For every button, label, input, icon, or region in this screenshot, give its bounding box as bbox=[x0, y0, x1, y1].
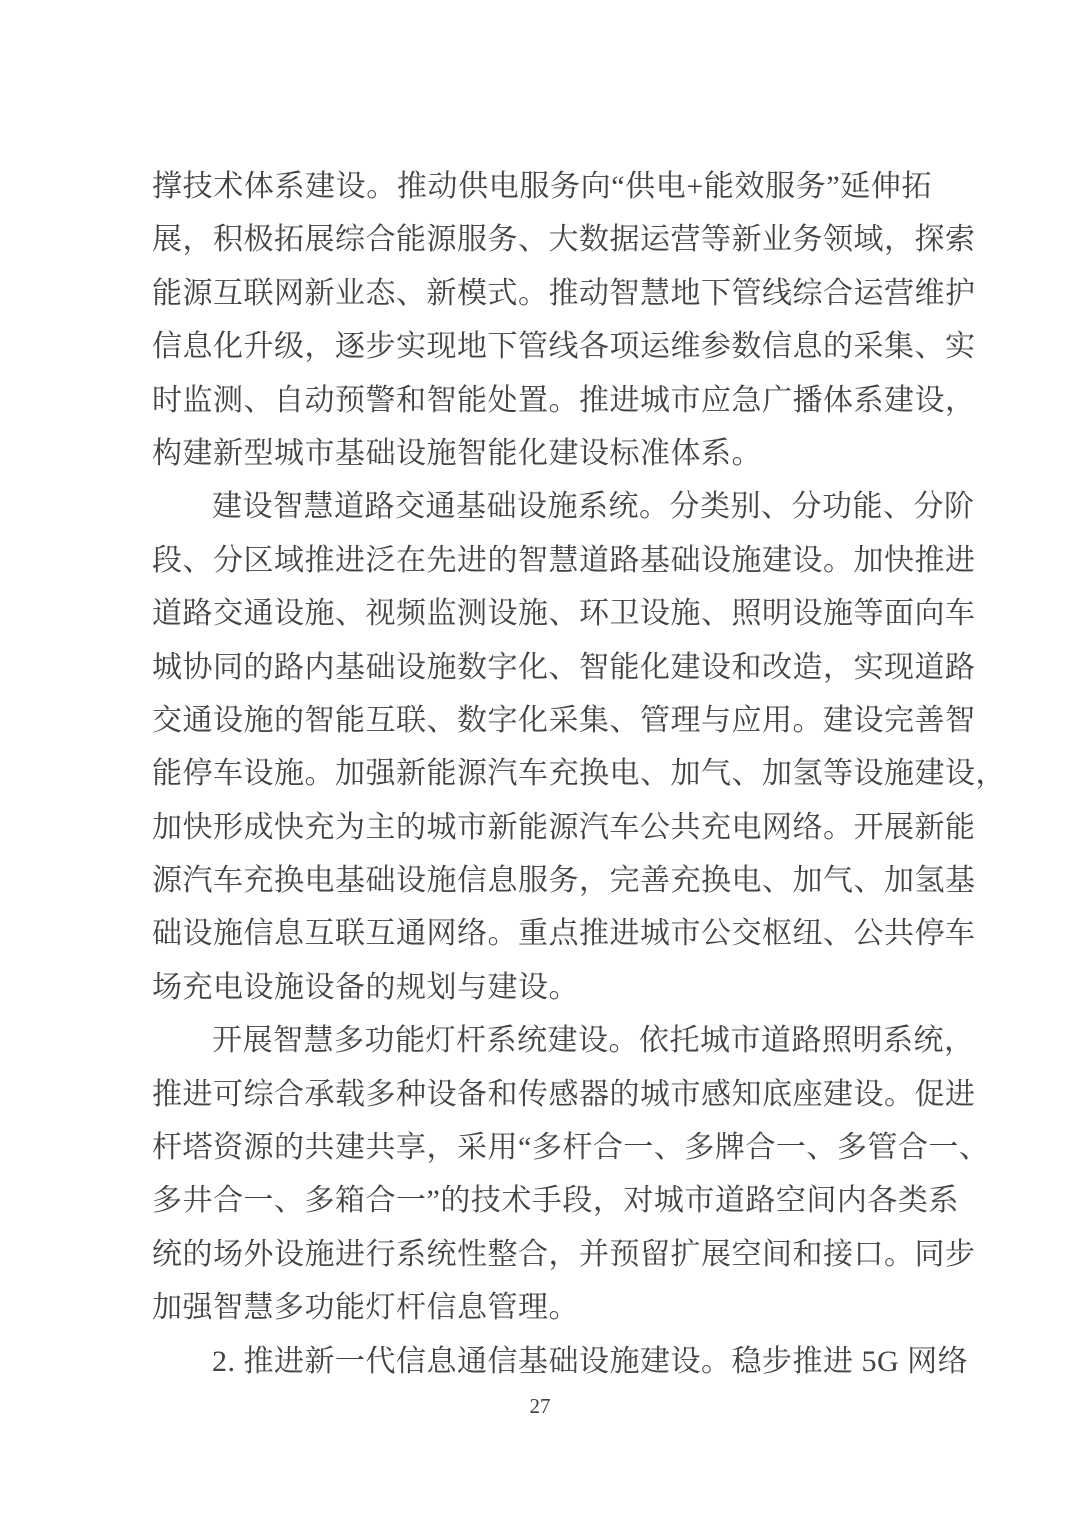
text-line: 建设智慧道路交通基础设施系统。分类别、分功能、分阶 bbox=[212, 490, 975, 524]
text-line: 时监测、自动预警和智能处置。推进城市应急广播体系建设， bbox=[152, 383, 976, 417]
body-text bbox=[152, 160, 1006, 1388]
page-number: 27 bbox=[529, 1394, 551, 1418]
text-line: 础设施信息互联互通网络。重点推进城市公交枢纽、公共停车 bbox=[152, 917, 976, 951]
text-line: 撑技术体系建设。推动供电服务向“供电+能效服务”延伸拓 bbox=[152, 170, 932, 203]
text-line: 2. 推进新一代信息通信基础设施建设。稳步推进 5G 网络 bbox=[212, 1344, 969, 1378]
text-line: 源汽车充换电基础设施信息服务，完善充换电、加气、加氢基 bbox=[152, 864, 976, 898]
text-line: 推进可综合承载多种设备和传感器的城市感知底座建设。促进 bbox=[152, 1077, 976, 1111]
text-line: 统的场外设施进行系统性整合，并预留扩展空间和接口。同步 bbox=[152, 1237, 976, 1271]
text-line: 场充电设施设备的规划与建设。 bbox=[152, 970, 579, 1004]
text-line: 能停车设施。加强新能源汽车充换电、加气、加氢等设施建设， bbox=[152, 757, 1006, 791]
text-line: 构建新型城市基础设施智能化建设标准体系。 bbox=[152, 436, 762, 470]
text-line: 加快形成快充为主的城市新能源汽车公共充电网络。开展新能 bbox=[152, 810, 976, 844]
text-line: 加强智慧多功能灯杆信息管理。 bbox=[152, 1291, 579, 1325]
text-line: 城协同的路内基础设施数字化、智能化建设和改造，实现道路 bbox=[152, 650, 976, 684]
paragraph-2 bbox=[152, 480, 1006, 1014]
text-line: 开展智慧多功能灯杆系统建设。依托城市道路照明系统， bbox=[212, 1024, 975, 1058]
text-line: 展，积极拓展综合能源服务、大数据运营等新业务领域，探索 bbox=[152, 223, 976, 257]
paragraph-3 bbox=[152, 1014, 990, 1334]
paragraph-1 bbox=[152, 160, 976, 480]
text-line: 道路交通设施、视频监测设施、环卫设施、照明设施等面向车 bbox=[152, 597, 976, 631]
text-line: 交通设施的智能互联、数字化采集、管理与应用。建设完善智 bbox=[152, 703, 976, 737]
text-line: 能源互联网新业态、新模式。推动智慧地下管线综合运营维护 bbox=[152, 276, 976, 310]
text-line: 段、分区域推进泛在先进的智慧道路基础设施建设。加快推进 bbox=[152, 543, 976, 577]
text-line: 信息化升级，逐步实现地下管线各项运维参数信息的采集、实 bbox=[152, 330, 976, 364]
paragraph-4 bbox=[152, 1335, 969, 1388]
text-line: 杆塔资源的共建共享，采用“多杆合一、多牌合一、多管合一、 bbox=[152, 1131, 990, 1165]
text-line: 多井合一、多箱合一”的技术手段，对城市道路空间内各类系 bbox=[152, 1184, 959, 1218]
